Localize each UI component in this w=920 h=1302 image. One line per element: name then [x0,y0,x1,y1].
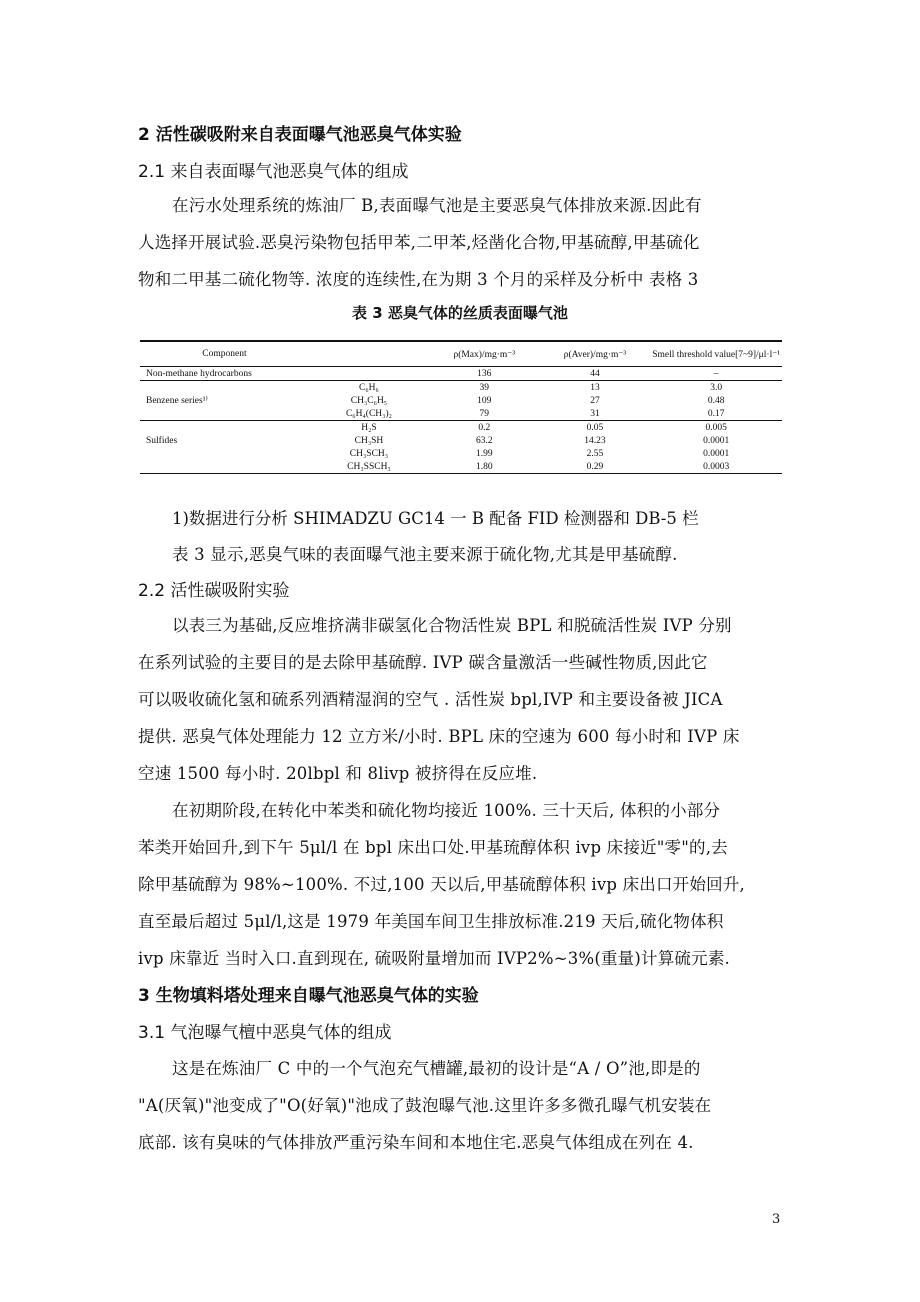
table-caption: 表 3 恶臭气体的丝质表面曝气池 [352,304,568,322]
cell-aver: 27 [590,395,600,406]
paragraph-line: 空速 1500 每小时. 20lbpl 和 8livp 被挤得在反应堆. [138,764,538,783]
cell-threshold: 0.48 [707,395,725,406]
cell-group [140,447,309,460]
table-row [140,407,782,421]
paragraph-line: 直至最后超过 5μl/l,这是 1979 年美国车间卫生排放标准.219 天后,硫化物体积 [138,912,724,931]
paragraph-line: 在系列试验的主要目的是去除甲基硫醇. IVP 碳含量激活一些碱性物质,因此它 [138,653,708,672]
paragraph-line: ivp 床靠近 当时入口.直到现在, 硫吸附量增加而 IVP2%~3%(重量)计算硫元素. [138,949,730,968]
table-row [140,381,782,395]
paragraph-line: 表 3 显示,恶臭气味的表面曝气池主要来源于硫化物,尤其是甲基硫醇. [172,545,678,564]
cell-aver: 31 [590,408,600,419]
cell-max: 39 [429,381,540,395]
cell-max: 109 [477,395,492,406]
cell-formula: C₆H₆ [309,381,429,395]
table-header-row [140,341,782,367]
cell-group: Sulfides [146,435,178,446]
header-threshold: Smell threshold value[7~9]/μl·l⁻¹ [650,341,782,367]
cell-formula: CH₃SSCH₃ [309,460,429,474]
cell-group [140,421,309,435]
cell-formula: CH₃SH [354,435,384,446]
cell-formula: H₂S [309,421,429,435]
cell-aver: 14.23 [584,435,606,446]
header-max: ρ(Max)/mg·m⁻³ [429,341,540,367]
cell-group [140,381,309,395]
paragraph-line: 以表三为基础,反应堆挤满非碳氢化合物活性炭 BPL 和脱硫活性炭 IVP 分别 [172,616,732,635]
paragraph-line: 可以吸收硫化氢和硫系列酒精湿润的空气 . 活性炭 bpl,IVP 和主要设备被 JICA [138,690,723,709]
data-table [140,340,782,474]
cell-max: 63.2 [475,435,493,446]
cell-threshold: 0.0001 [703,448,730,459]
cell-formula: C₆H₄(CH₃)₂ [345,408,392,419]
section-3-1-title: 3.1 气泡曝气檀中恶臭气体的组成 [138,1023,392,1043]
cell-threshold: 0.005 [650,421,782,435]
paragraph-line: 人选择开展试验.恶臭污染物包括甲苯,二甲苯,烃凿化合物,甲基硫醇,甲基硫化 [138,233,700,252]
cell-threshold: 3.0 [650,381,782,395]
table-row [140,447,782,460]
paragraph-line: 在污水处理系统的炼油厂 B,表面曝气池是主要恶臭气体排放来源.因此有 [172,196,702,215]
cell-group [140,407,309,421]
table-footnote: 1)数据进行分析 SHIMADZU GC14 一 B 配备 FID 检测器和 DB-5 栏 [172,509,699,528]
cell-aver: 2.55 [586,448,604,459]
cell-max: 0.2 [429,421,540,435]
cell-group: Non-methane hydrocarbons [146,368,252,379]
cell-threshold: 0.17 [707,408,725,419]
cell-aver: 0.05 [540,421,651,435]
cell-aver: 44 [590,368,600,379]
paragraph-line: 物和二甲基二硫化物等. 浓度的连续性,在为期 3 个月的采样及分析中 表格 3 [138,270,699,289]
paragraph-line: 除甲基硫醇为 98%~100%. 不过,100 天以后,甲基硫醇体积 ivp 床出口开始回升, [138,875,745,894]
header-component: Component [140,341,309,367]
cell-max: 1.80 [429,460,540,474]
section-2-title: 2 活性碳吸附来自表面曝气池恶臭气体实验 [138,125,462,145]
table-row [140,434,782,447]
paragraph-line: 在初期阶段,在转化中苯类和硫化物均接近 100%. 三十天后, 体积的小部分 [172,801,721,820]
paragraph-line: 苯类开始回升,到下午 5μl/l 在 bpl 床出口处.甲基琉醇体积 ivp 床接近"零"的,去 [138,838,728,857]
cell-threshold: – [713,368,719,379]
paragraph-line: 这是在炼油厂 C 中的一个气泡充气槽罐,最初的设计是“A / O”池,即是的 [172,1059,701,1078]
cell-max: 136 [477,368,492,379]
section-2-2-title: 2.2 活性碳吸附实验 [138,581,290,601]
section-2-1-title: 2.1 来自表面曝气池恶臭气体的组成 [138,162,409,182]
cell-aver: 13 [540,381,651,395]
cell-formula [309,367,429,381]
page-number: 3 [772,1212,781,1227]
cell-formula: CH₃C₆H₅ [350,395,388,406]
cell-formula: CH₃SCH₃ [349,448,389,459]
cell-group [140,460,309,474]
cell-aver: 0.29 [540,460,651,474]
paragraph-line: 提供. 恶臭气体处理能力 12 立方米/小时. BPL 床的空速为 600 每小时和 IVP 床 [138,727,740,746]
cell-threshold: 0.0001 [703,435,730,446]
paragraph-line: "A(厌氧)"池变成了"O(好氧)"池成了鼓泡曝气池.这里许多多微孔曝气机安装在 [138,1096,712,1115]
cell-max: 79 [479,408,490,419]
table-row [140,421,782,435]
paragraph-line: 底部. 该有臭味的气体排放严重污染车间和本地住宅.恶臭气体组成在列在 4. [138,1133,694,1152]
cell-max: 1.99 [475,448,493,459]
header-formula [309,341,429,367]
cell-threshold: 0.0003 [650,460,782,474]
cell-group: Benzene series¹⁾ [146,396,208,406]
header-aver: ρ(Aver)/mg·m⁻³ [540,341,651,367]
section-3-title: 3 生物填料塔处理来自曝气池恶臭气体的实验 [138,986,479,1006]
table-row [140,394,782,407]
table-row [140,460,782,474]
table-row [140,367,782,381]
